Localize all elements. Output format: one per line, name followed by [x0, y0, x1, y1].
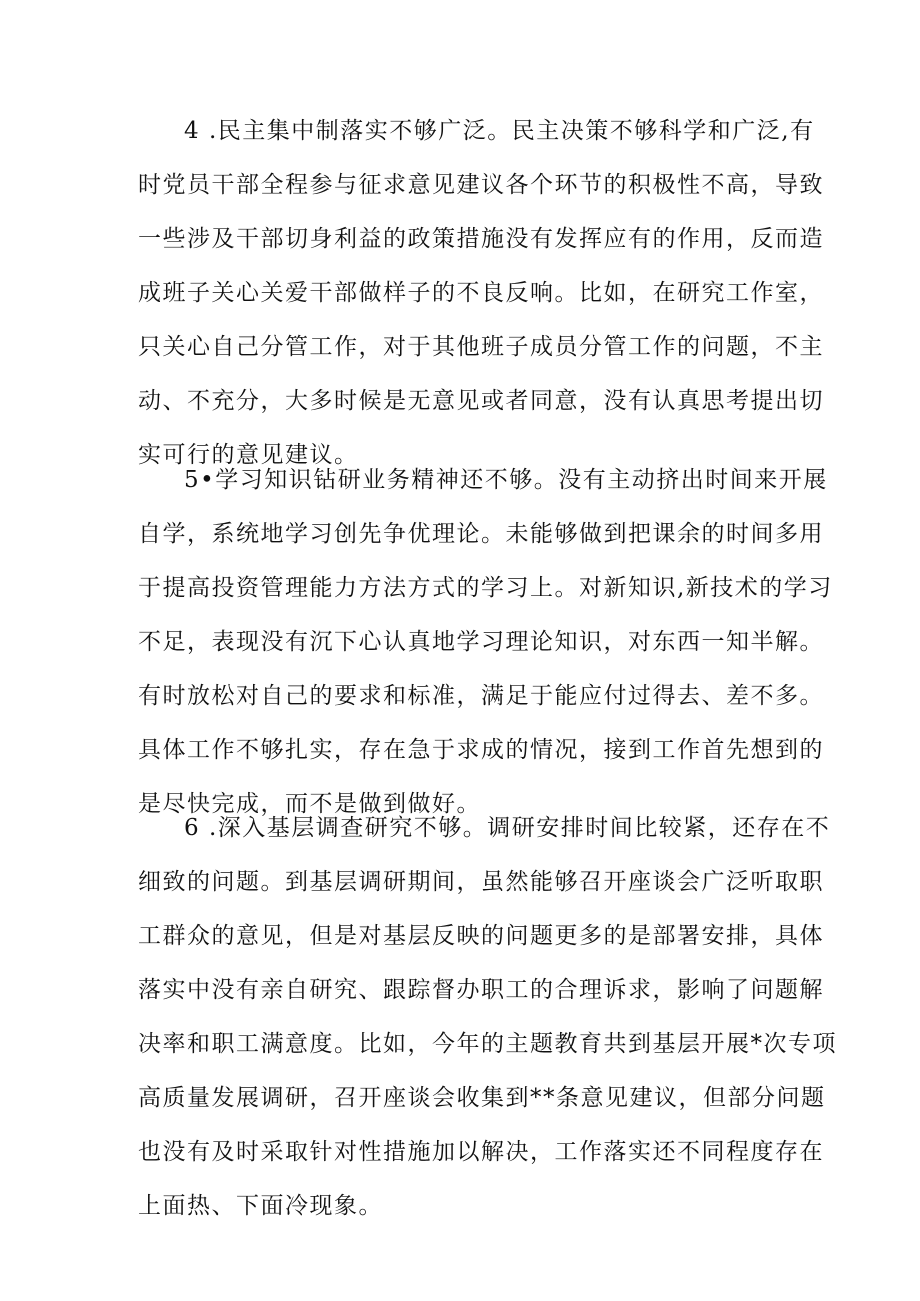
paragraph-line: 一些涉及干部切身利益的政策措施没有发挥应有的作用，反而造	[138, 226, 824, 252]
paragraph-line: 自学，系统地学习创先争优理论。未能够做到把课余的时间多用	[138, 521, 824, 547]
paragraph-line: 动、不充分，大多时候是无意见或者同意，没有认真思考提出切	[138, 388, 824, 414]
paragraph-line: 也没有及时采取针对性措施加以解决，工作落实还不同程度存在	[138, 1139, 824, 1165]
paragraph-line: 成班子关心关爱干部做样子的不良反响。比如，在研究工作室，	[138, 280, 824, 306]
paragraph-line: 落实中没有亲自研究、跟踪督办职工的合理诉求，影响了问题解	[138, 977, 824, 1003]
paragraph-5	[138, 453, 833, 831]
paragraph-line: 具体工作不够扎实，存在急于求成的情况，接到工作首先想到的	[138, 737, 824, 763]
paragraph-line: 工群众的意见，但是对基层反映的问题更多的是部署安排，具体	[138, 923, 824, 949]
paragraph-line: 5•学习知识钻研业务精神还不够。没有主动挤出时间来开展	[184, 467, 828, 493]
paragraph-line: 只关心自己分管工作，对于其他班子成员分管工作的问题，不主	[138, 334, 824, 360]
paragraph-line: 是尽快完成，而不是做到做好。	[138, 791, 481, 817]
paragraph-line: 决率和职工满意度。比如，今年的主题教育共到基层开展*次专项	[138, 1031, 837, 1057]
paragraph-line: 有时放松对自己的要求和标准，满足于能应付过得去、差不多。	[138, 683, 824, 709]
paragraph-line: 6 .深入基层调查研究不够。调研安排时间比较紧，还存在不	[184, 815, 831, 841]
paragraph-line: 不足，表现没有沉下心认真地学习理论知识，对东西一知半解。	[138, 629, 824, 655]
paragraph-line: 时党员干部全程参与征求意见建议各个环节的积极性不高，导致	[138, 172, 824, 198]
paragraph-line: 细致的问题。到基层调研期间，虽然能够召开座谈会广泛听取职	[138, 869, 824, 895]
paragraph-line: 上面热、下面冷现象。	[138, 1193, 383, 1219]
paragraph-6	[138, 801, 837, 1233]
paragraph-line: 4 .民主集中制落实不够广泛。民主决策不够科学和广泛,有	[184, 118, 815, 144]
paragraph-4	[138, 104, 824, 482]
paragraph-line: 实可行的意见建议。	[138, 442, 359, 468]
paragraph-line: 高质量发展调研，召开座谈会收集到**条意见建议，但部分问题	[138, 1085, 826, 1111]
paragraph-line: 于提高投资管理能力方法方式的学习上。对新知识,新技术的学习	[138, 575, 833, 601]
